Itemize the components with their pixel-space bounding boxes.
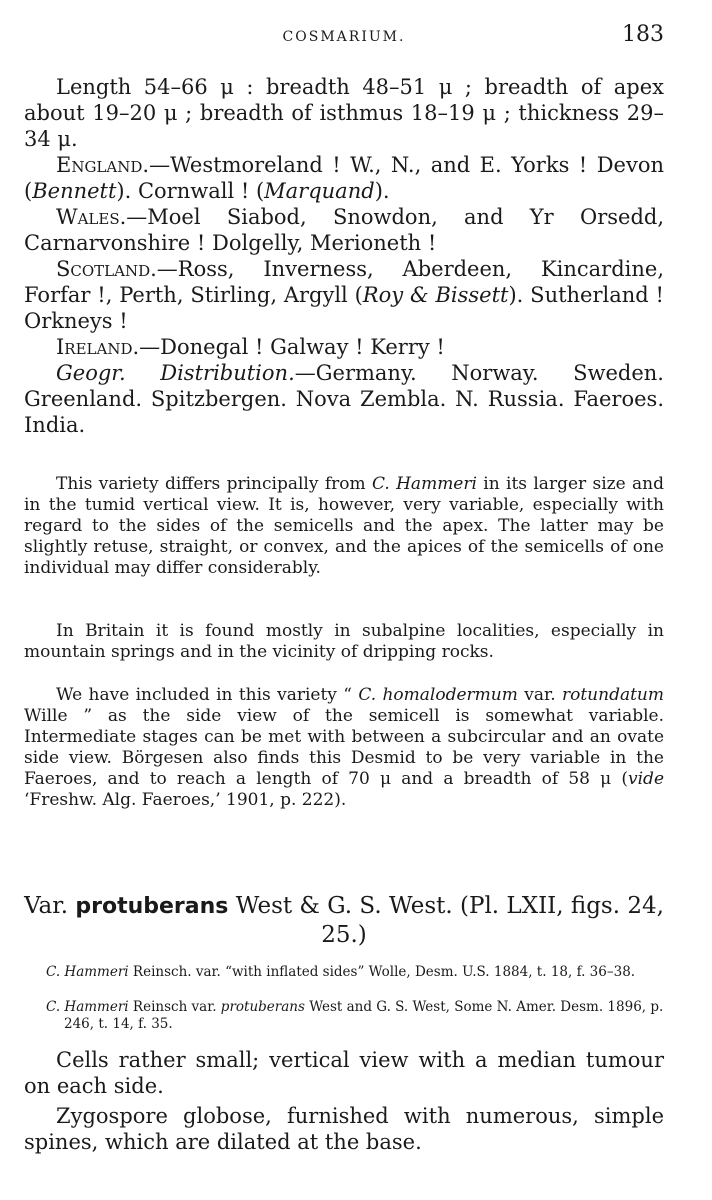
synonym-1-text: Reinsch. var. “with inflated sides” Wolle, Desm. U.S. 1884, t. 18, f. 36–38.: [128, 964, 636, 980]
synonym-2-variety: protuberans: [220, 999, 305, 1015]
england-author-marquand: Marquand: [264, 179, 375, 203]
note-paragraph-3: [24, 685, 664, 811]
variety-name: protuberans: [75, 894, 229, 919]
variety-authors: West & G. S. West. (Pl. LXII, figs. 24, 25.): [228, 893, 664, 948]
note-3-text-3: Wille ” as the side view of the semicell is somewhat variable. Intermediate stages can be met with between a subcircular and an ovate side view. Börgesen also finds this Desmid to be very variable in the Faeroes, and to reach a length of 70 μ and a breadth of 58 μ (: [24, 706, 664, 789]
synonym-2-text-2: West and G. S. West, Some N. Amer. Desm. 1896, p. 246, t. 14, f. 35.: [64, 999, 664, 1032]
wales-text: —Moel Siabod, Snowdon, and Yr Orsedd, Carnarvonshire ! Dolgelly, Merioneth !: [24, 205, 664, 255]
measurements-text: Length 54–66 μ : breadth 48–51 μ ; breadth of apex about 19–20 μ ; breadth of isthmus 18–19 μ ; thickness 29–34 μ.: [24, 75, 664, 151]
page-number: 183: [622, 22, 664, 47]
note-3-text: We have included in this variety “: [56, 685, 359, 705]
scotland-authors: Roy & Bissett: [362, 283, 509, 307]
synonym-1: [24, 964, 678, 981]
england-text: —Westmoreland ! W., N., and E. Yorks ! Devon (: [24, 153, 664, 203]
note-paragraph-2: [24, 621, 664, 663]
scotland-text: —Ross, Inverness, Aberdeen, Kincardine, Forfar !, Perth, Stirling, Argyll (: [24, 257, 664, 307]
note-2-text: In Britain it is found mostly in subalpine localities, especially in mountain springs and in the vicinity of dripping rocks.: [24, 621, 664, 662]
note-3-text-4: ‘Freshw. Alg. Faeroes,’ 1901, p. 222).: [24, 790, 347, 810]
geographic-label: Geogr. Distribution.: [56, 361, 295, 385]
synonym-1-taxon: C. Hammeri: [46, 964, 129, 980]
note-1-text-2: in its larger size and in the tumid vertical view. It is, however, very variable, especially with regard to the sides of the semicells and the apex. The latter may be slightly retuse, straight, or convex, and the apices of the semicells of one individual may differ considerably.: [24, 474, 664, 578]
geographic-text: —Germany. Norway. Sweden. Greenland. Spitzbergen. Nova Zembla. N. Russia. Faeroes. India.: [24, 361, 664, 437]
synonym-2-text: Reinsch var.: [128, 999, 221, 1015]
scotland-label: Scotland.: [56, 257, 157, 281]
note-paragraph-1: [24, 474, 664, 579]
description-paragraph-2: [24, 1103, 664, 1155]
note-1-taxon: C. Hammeri: [371, 474, 477, 494]
ireland-label: Ireland.: [56, 335, 140, 359]
wales-label: Wales.: [56, 205, 127, 229]
note-3-vide: vide: [628, 769, 664, 789]
england-distribution: [24, 152, 664, 204]
running-head: COSMARIUM.: [282, 29, 406, 45]
note-3-variety: rotundatum: [561, 685, 664, 705]
description-paragraph-1: [24, 1047, 664, 1099]
scotland-text-2: ). Sutherland ! Orkneys !: [24, 283, 664, 333]
variety-prefix: Var.: [24, 893, 76, 919]
wales-distribution: [24, 204, 664, 256]
england-text-3: ).: [374, 179, 390, 203]
ireland-distribution: [24, 334, 664, 360]
synonym-2: [24, 999, 678, 1033]
measurements-paragraph: [24, 74, 664, 152]
scotland-distribution: [24, 256, 664, 334]
england-author-bennett: Bennett: [32, 179, 117, 203]
variety-heading: [24, 892, 664, 949]
england-text-2: ). Cornwall ! (: [116, 179, 265, 203]
note-3-text-2: var.: [517, 685, 562, 705]
description-1-text: Cells rather small; vertical view with a median tumour on each side.: [24, 1048, 664, 1098]
page-header: [24, 22, 664, 48]
england-label: England.: [56, 153, 150, 177]
ireland-text: —Donegal ! Galway ! Kerry !: [139, 335, 445, 359]
description-2-text: Zygospore globose, furnished with numerous, simple spines, which are dilated at the base.: [24, 1104, 664, 1154]
note-3-taxon: C. homalodermum: [358, 685, 518, 705]
synonym-2-taxon: C. Hammeri: [46, 999, 129, 1015]
geographic-distribution: [24, 360, 664, 438]
note-1-text: This variety differs principally from: [56, 474, 372, 494]
